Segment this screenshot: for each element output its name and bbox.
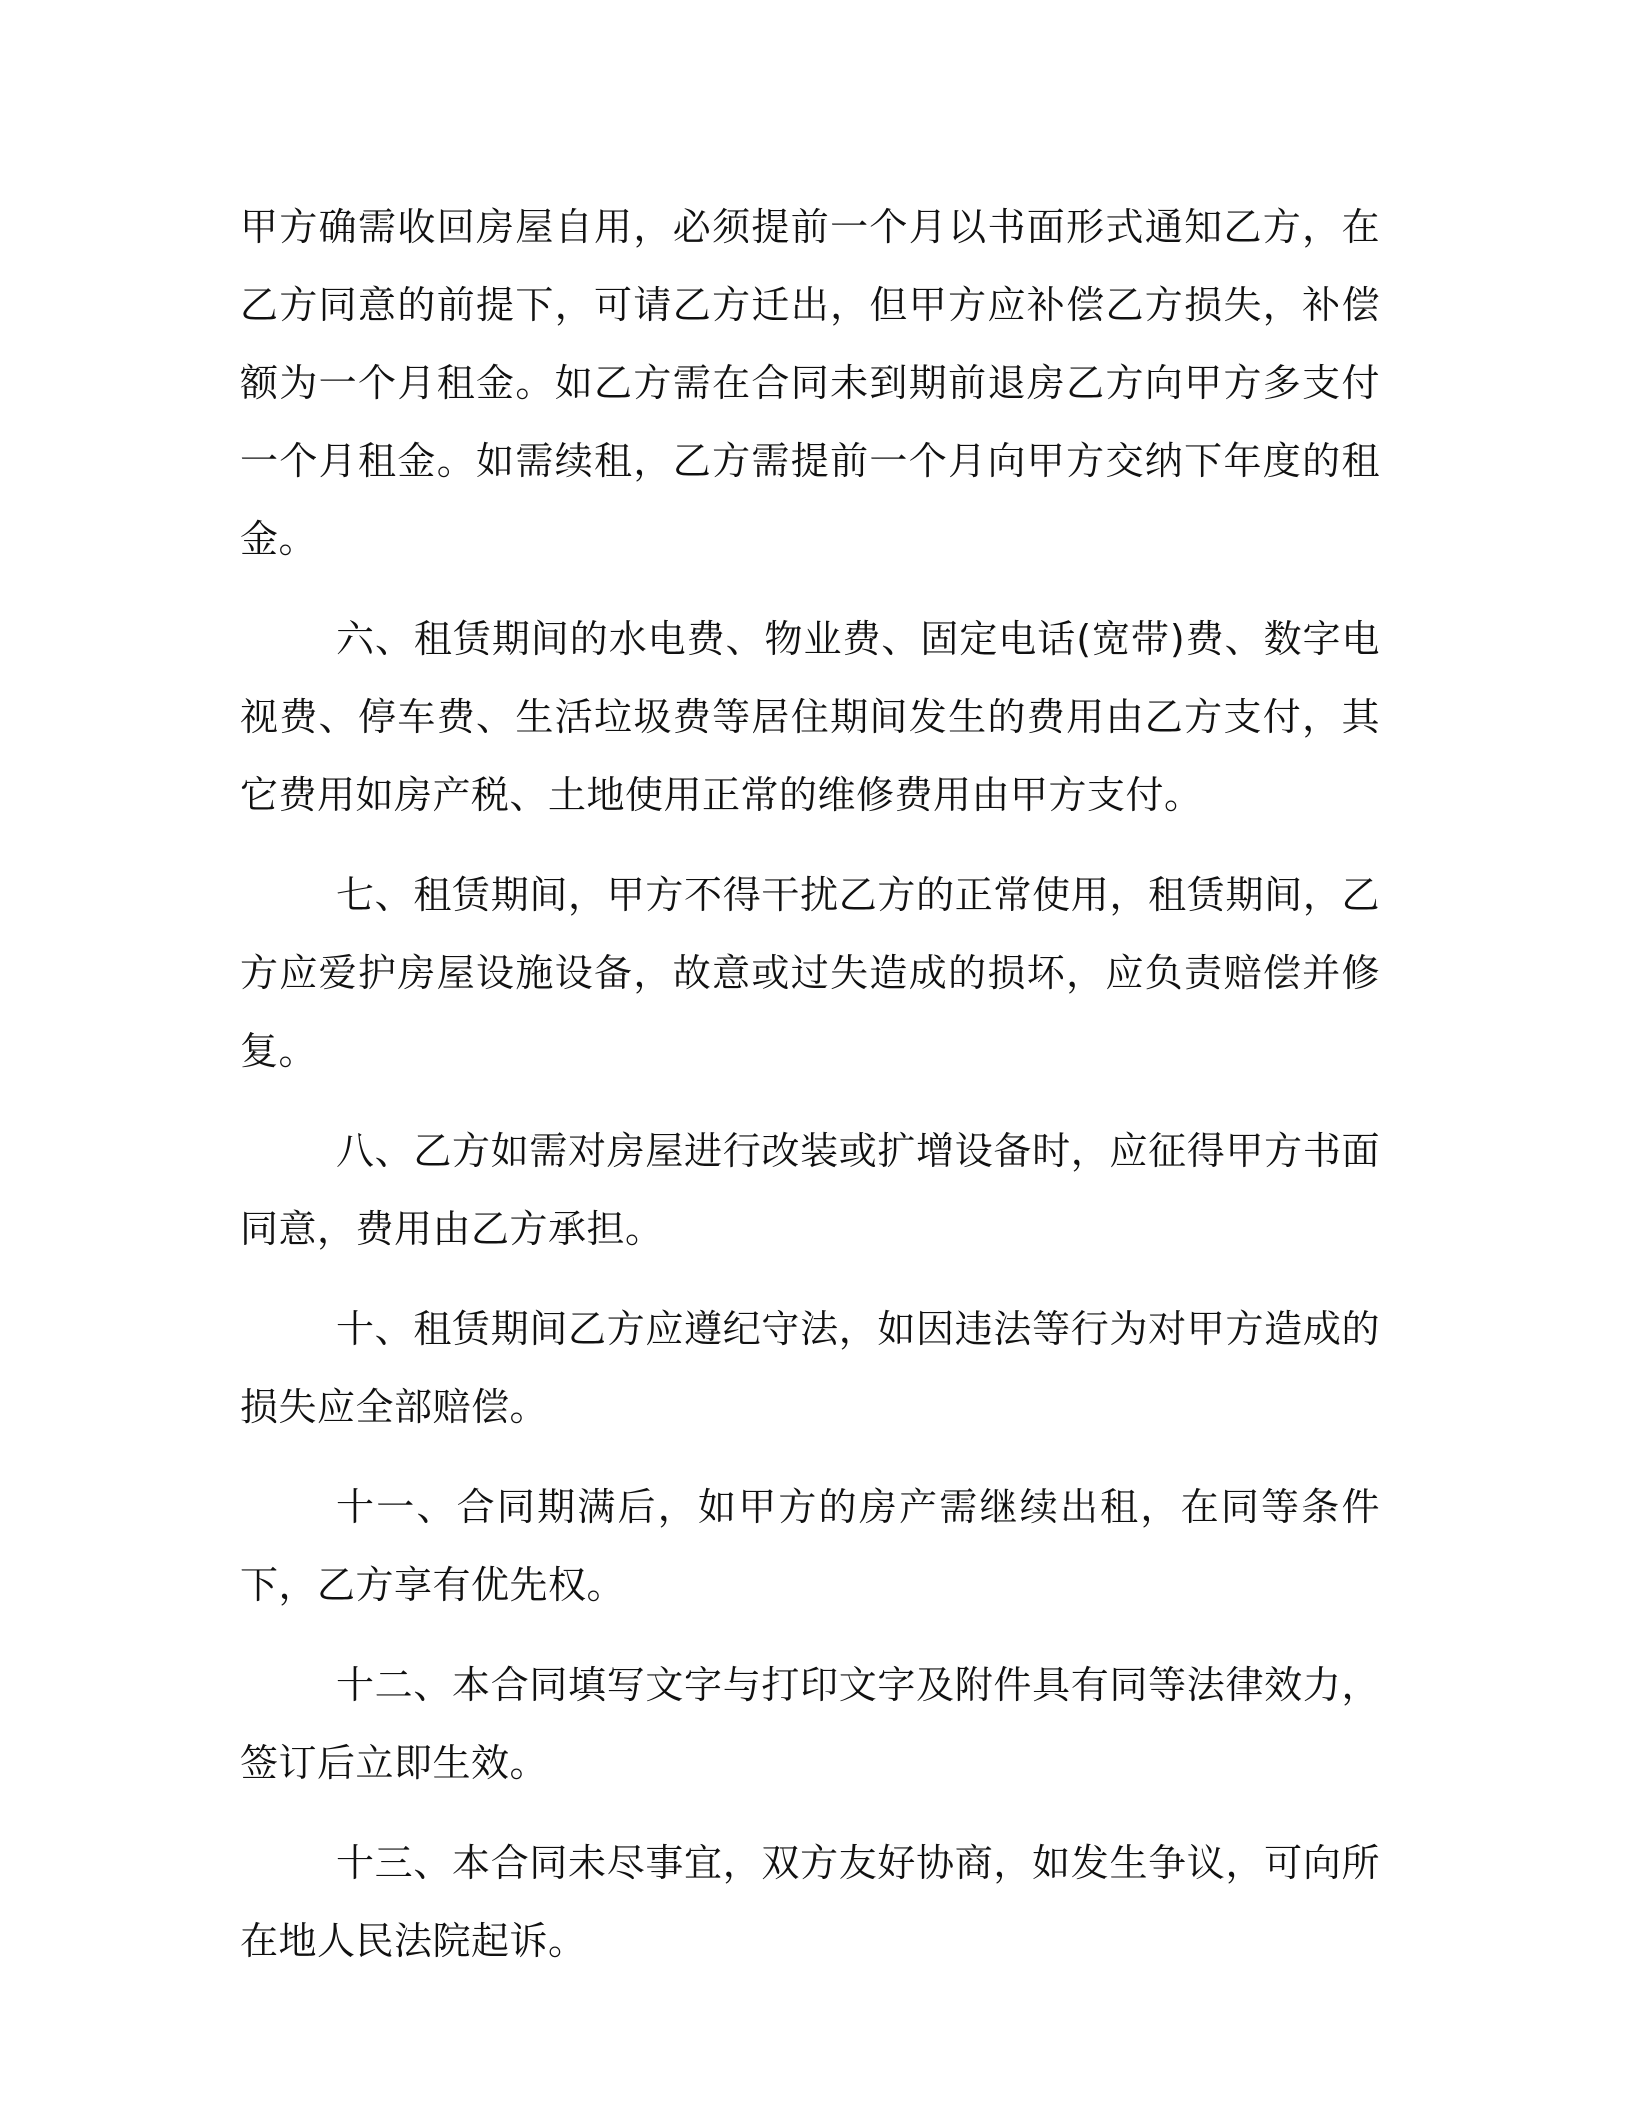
paragraph-clause-6: 六、租赁期间的水电费、物业费、固定电话(宽带)费、数字电视费、停车费、生活垃圾费等居住期间发生的费用由乙方支付，其它费用如房产税、土地使用正常的维修费用由甲方支付。 [240,617,1380,817]
document-body [240,188,1380,1980]
paragraph-clause-11: 十一、合同期满后，如甲方的房产需继续出租，在同等条件下，乙方享有优先权。 [240,1485,1380,1607]
paragraph-clause-10: 十、租赁期间乙方应遵纪守法，如因违法等行为对甲方造成的损失应全部赔偿。 [240,1307,1380,1429]
paragraph-continuation: 甲方确需收回房屋自用，必须提前一个月以书面形式通知乙方，在乙方同意的前提下，可请乙方迁出，但甲方应补偿乙方损失，补偿额为一个月租金。如乙方需在合同未到期前退房乙方向甲方多支付一个月租金。如需续租，乙方需提前一个月向甲方交纳下年度的租金。 [240,205,1380,561]
paragraph-clause-12: 十二、本合同填写文字与打印文字及附件具有同等法律效力，签订后立即生效。 [240,1663,1380,1785]
paragraph-clause-8: 八、乙方如需对房屋进行改装或扩增设备时，应征得甲方书面同意，费用由乙方承担。 [240,1129,1380,1251]
paragraph-clause-7: 七、租赁期间，甲方不得干扰乙方的正常使用，租赁期间，乙方应爱护房屋设施设备，故意或过失造成的损坏，应负责赔偿并修复。 [240,873,1380,1073]
paragraph-clause-13: 十三、本合同未尽事宜，双方友好协商，如发生争议，可向所在地人民法院起诉。 [240,1841,1380,1963]
